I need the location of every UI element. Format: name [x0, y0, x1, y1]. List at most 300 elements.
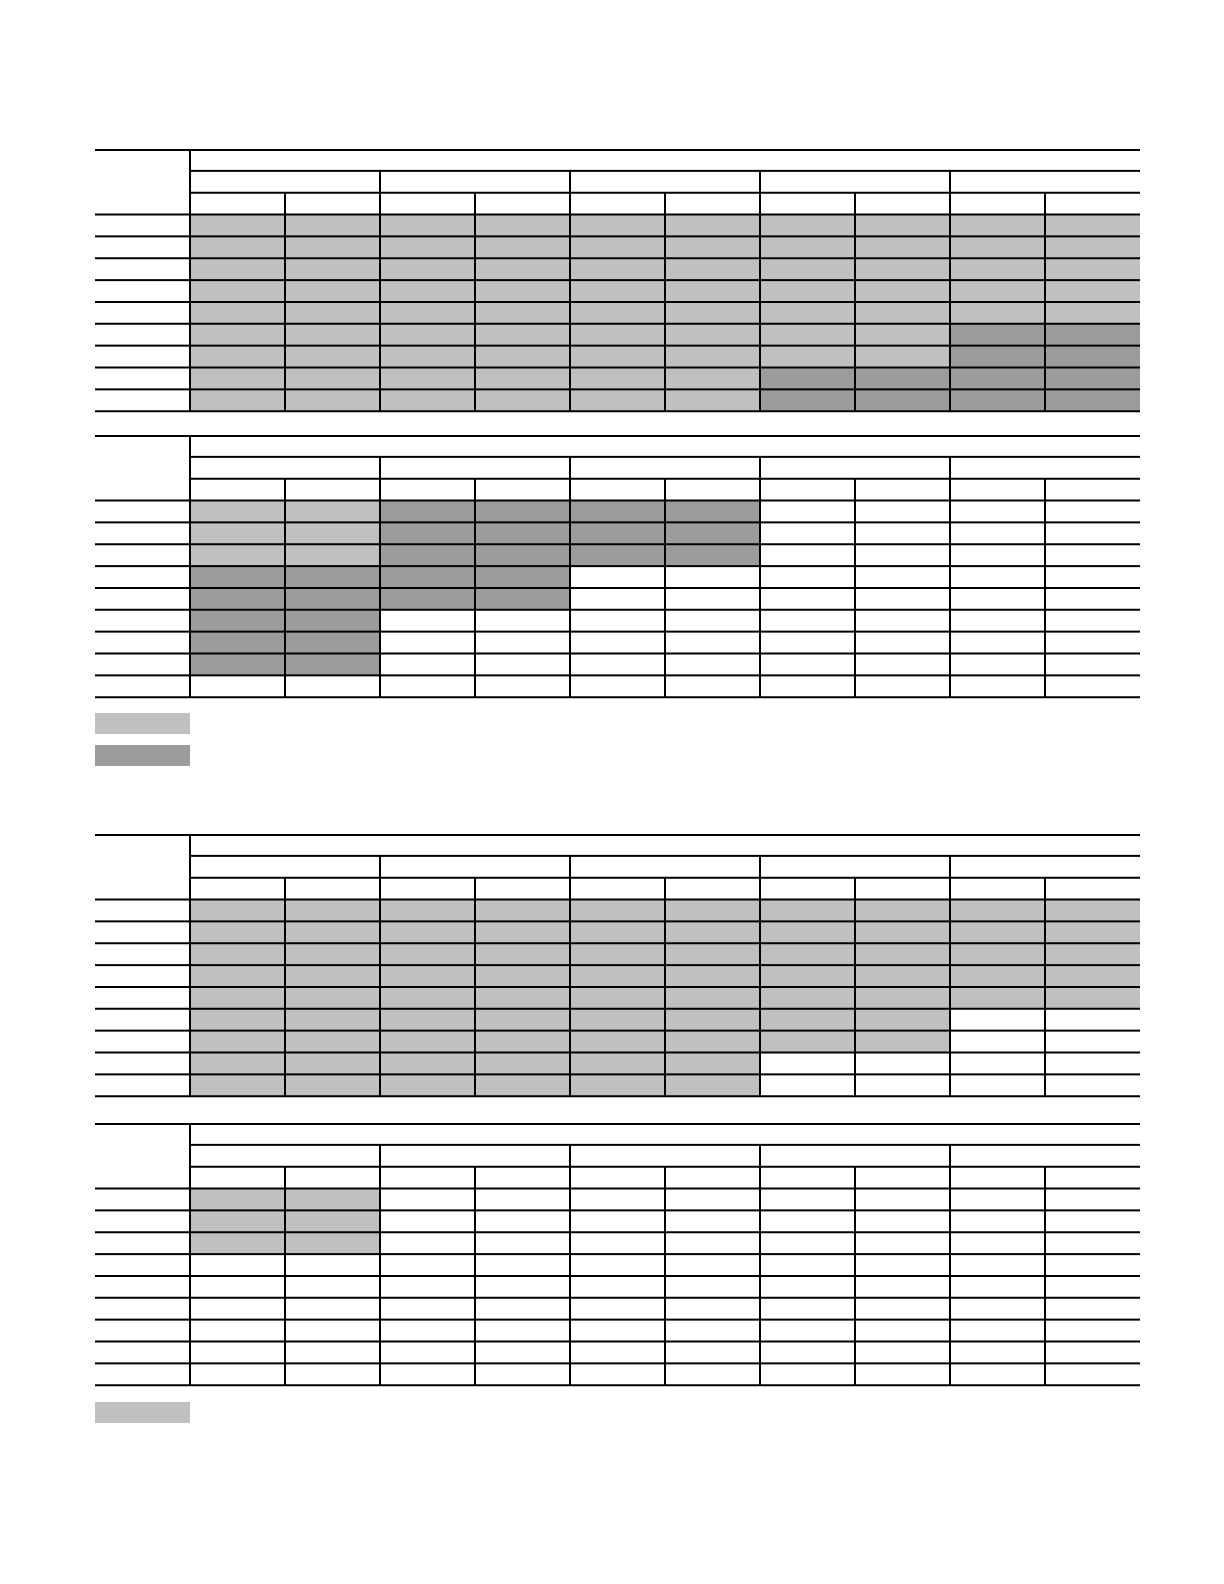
table-cell [380, 1342, 475, 1364]
table-cell [1045, 1189, 1140, 1211]
table-cell [855, 236, 950, 258]
table-cell [475, 302, 570, 324]
table-cell [665, 566, 760, 588]
table-cell [950, 943, 1045, 965]
table-cell [1045, 1276, 1140, 1298]
table-cell [380, 236, 475, 258]
table-cell [950, 280, 1045, 302]
table-cell [950, 1342, 1045, 1364]
table-cell [190, 900, 285, 922]
table-cell [855, 987, 950, 1009]
table-cell [570, 368, 665, 390]
table-cell [950, 236, 1045, 258]
table-cell [570, 588, 665, 610]
table-cell [380, 1254, 475, 1276]
table-cell [665, 943, 760, 965]
table-cell [760, 1298, 855, 1320]
table-cell [285, 258, 380, 280]
table-cell [190, 215, 285, 237]
table-cell [855, 1053, 950, 1075]
table-cell [285, 987, 380, 1009]
table-cell [855, 346, 950, 368]
table-cell [760, 1342, 855, 1364]
table-cell [855, 566, 950, 588]
table-cell [570, 1074, 665, 1096]
table-cell [285, 1298, 380, 1320]
table-cell [380, 346, 475, 368]
table-cell [1045, 215, 1140, 237]
table-cell [855, 544, 950, 566]
table-cell [760, 921, 855, 943]
table-cell [380, 943, 475, 965]
legend-dark-swatch [95, 745, 190, 766]
table-cell [570, 215, 665, 237]
table-cell [190, 280, 285, 302]
table-cell [285, 1189, 380, 1211]
table-cell [855, 501, 950, 523]
table-cell [190, 1254, 285, 1276]
table-cell [190, 1053, 285, 1075]
table-cell [760, 258, 855, 280]
table-cell [1045, 1342, 1140, 1364]
table-cell [855, 302, 950, 324]
table-cell [380, 544, 475, 566]
table-cell [190, 1189, 285, 1211]
table-cell [760, 1031, 855, 1053]
table-3-grid [95, 834, 1140, 1098]
table-2-grid [95, 435, 1140, 699]
table-cell [665, 965, 760, 987]
table-1-grid [95, 149, 1140, 413]
table-cell [570, 522, 665, 544]
table-cell [285, 1363, 380, 1385]
table-cell [380, 1210, 475, 1232]
table-cell [285, 389, 380, 411]
table-cell [380, 1189, 475, 1211]
table-cell [285, 632, 380, 654]
table-cell [855, 368, 950, 390]
table-cell [570, 1189, 665, 1211]
table-cell [1045, 1074, 1140, 1096]
table-cell [950, 1053, 1045, 1075]
table-cell [380, 280, 475, 302]
table-cell [950, 987, 1045, 1009]
table-cell [475, 1053, 570, 1075]
table-cell [665, 987, 760, 1009]
table-cell [1045, 346, 1140, 368]
table-cell [570, 632, 665, 654]
table-cell [665, 258, 760, 280]
table-cell [285, 1074, 380, 1096]
table-cell [665, 1031, 760, 1053]
table-cell [950, 389, 1045, 411]
table-cell [760, 324, 855, 346]
table-cell [855, 943, 950, 965]
table-cell [475, 654, 570, 676]
table-cell [285, 943, 380, 965]
table-cell [570, 943, 665, 965]
table-cell [665, 1342, 760, 1364]
table-cell [570, 324, 665, 346]
table-cell [380, 1276, 475, 1298]
table-cell [950, 368, 1045, 390]
table-cell [855, 654, 950, 676]
table-cell [190, 346, 285, 368]
table-cell [190, 1298, 285, 1320]
table-cell [190, 610, 285, 632]
table-cell [190, 522, 285, 544]
table-cell [950, 1074, 1045, 1096]
table-cell [475, 610, 570, 632]
table-cell [380, 610, 475, 632]
table-cell [760, 610, 855, 632]
table-cell [950, 501, 1045, 523]
table-cell [855, 1210, 950, 1232]
table-cell [190, 1320, 285, 1342]
table-cell [285, 1342, 380, 1364]
table-cell [475, 1254, 570, 1276]
table-cell [285, 522, 380, 544]
table-cell [760, 1232, 855, 1254]
table-cell [475, 1232, 570, 1254]
table-cell [475, 280, 570, 302]
table-cell [380, 654, 475, 676]
table-cell [380, 1009, 475, 1031]
table-cell [1045, 965, 1140, 987]
table-cell [855, 632, 950, 654]
table-cell [475, 1363, 570, 1385]
table-cell [475, 522, 570, 544]
table-cell [380, 965, 475, 987]
table-cell [285, 280, 380, 302]
table-cell [1045, 675, 1140, 697]
table-cell [1045, 921, 1140, 943]
table-cell [190, 236, 285, 258]
table-cell [855, 1276, 950, 1298]
table-cell [380, 987, 475, 1009]
table-cell [285, 610, 380, 632]
table-cell [190, 943, 285, 965]
table-cell [950, 1232, 1045, 1254]
table-cell [380, 1053, 475, 1075]
table-cell [1045, 943, 1140, 965]
table-cell [665, 1320, 760, 1342]
table-cell [665, 215, 760, 237]
table-cell [475, 501, 570, 523]
table-cell [380, 675, 475, 697]
table-cell [1045, 654, 1140, 676]
table-cell [760, 1276, 855, 1298]
table-cell [475, 921, 570, 943]
table-cell [950, 965, 1045, 987]
table-cell [190, 566, 285, 588]
table-cell [855, 675, 950, 697]
table-cell [950, 921, 1045, 943]
table-cell [1045, 1320, 1140, 1342]
table-cell [380, 215, 475, 237]
table-cell [665, 1009, 760, 1031]
table-cell [760, 501, 855, 523]
table-cell [665, 1254, 760, 1276]
table-cell [570, 987, 665, 1009]
table-cell [665, 900, 760, 922]
table-cell [760, 1254, 855, 1276]
table-cell [475, 324, 570, 346]
table-cell [950, 588, 1045, 610]
table-cell [950, 1189, 1045, 1211]
table-cell [475, 389, 570, 411]
table-cell [570, 1053, 665, 1075]
table-cell [570, 1298, 665, 1320]
table-cell [380, 900, 475, 922]
table-cell [1045, 389, 1140, 411]
table-cell [665, 302, 760, 324]
table-cell [1045, 588, 1140, 610]
table-cell [665, 1232, 760, 1254]
table-cell [665, 236, 760, 258]
table-cell [950, 675, 1045, 697]
table-cell [475, 368, 570, 390]
table-cell [475, 943, 570, 965]
table-cell [1045, 522, 1140, 544]
table-cell [380, 1074, 475, 1096]
table-cell [665, 1363, 760, 1385]
table-cell [665, 1276, 760, 1298]
table-cell [190, 654, 285, 676]
table-cell [570, 258, 665, 280]
table-cell [380, 501, 475, 523]
table-cell [190, 1009, 285, 1031]
table-cell [950, 324, 1045, 346]
table-cell [855, 610, 950, 632]
table-cell [760, 280, 855, 302]
table-cell [570, 1031, 665, 1053]
table-cell [855, 965, 950, 987]
table-cell [285, 544, 380, 566]
table-cell [950, 900, 1045, 922]
table-cell [855, 324, 950, 346]
table-cell [380, 1232, 475, 1254]
table-cell [1045, 1009, 1140, 1031]
table-cell [380, 324, 475, 346]
table-cell [855, 1298, 950, 1320]
legend-light-swatch [95, 713, 190, 734]
table-cell [760, 389, 855, 411]
table-cell [380, 1363, 475, 1385]
table-cell [285, 900, 380, 922]
table-cell [570, 1363, 665, 1385]
table-cell [950, 1210, 1045, 1232]
table-cell [760, 215, 855, 237]
table-cell [380, 1298, 475, 1320]
table-cell [760, 236, 855, 258]
table-cell [475, 258, 570, 280]
table-cell [760, 346, 855, 368]
table-cell [285, 921, 380, 943]
table-cell [760, 632, 855, 654]
table-cell [285, 1232, 380, 1254]
table-cell [285, 1254, 380, 1276]
table-cell [190, 389, 285, 411]
table-cell [570, 389, 665, 411]
table-cell [190, 1074, 285, 1096]
table-cell [665, 368, 760, 390]
table-cell [570, 965, 665, 987]
table-cell [475, 346, 570, 368]
table-cell [190, 632, 285, 654]
table-cell [285, 1009, 380, 1031]
table-cell [665, 324, 760, 346]
table-cell [285, 501, 380, 523]
table-cell [190, 258, 285, 280]
table-cell [190, 675, 285, 697]
table-cell [665, 501, 760, 523]
table-cell [665, 588, 760, 610]
table-cell [190, 1031, 285, 1053]
table-cell [665, 675, 760, 697]
table-cell [1045, 632, 1140, 654]
table-cell [190, 368, 285, 390]
table-cell [380, 302, 475, 324]
table-cell [950, 610, 1045, 632]
table-cell [285, 675, 380, 697]
table-cell [760, 675, 855, 697]
table-cell [570, 900, 665, 922]
table-cell [190, 1363, 285, 1385]
table-cell [475, 1320, 570, 1342]
table-cell [190, 1232, 285, 1254]
table-cell [855, 1074, 950, 1096]
table-cell [760, 522, 855, 544]
table-cell [570, 921, 665, 943]
table-cell [285, 302, 380, 324]
table-cell [855, 1254, 950, 1276]
table-cell [1045, 987, 1140, 1009]
table-cell [665, 544, 760, 566]
table-cell [285, 1320, 380, 1342]
table-cell [1045, 1232, 1140, 1254]
table-cell [1045, 566, 1140, 588]
table-cell [190, 324, 285, 346]
table-cell [570, 654, 665, 676]
table-cell [665, 1074, 760, 1096]
table-cell [380, 389, 475, 411]
table-cell [190, 987, 285, 1009]
table-cell [950, 1254, 1045, 1276]
table-cell [190, 921, 285, 943]
table-cell [760, 1053, 855, 1075]
table-cell [760, 1320, 855, 1342]
table-cell [380, 258, 475, 280]
table-cell [950, 1031, 1045, 1053]
table-cell [380, 588, 475, 610]
table-cell [190, 302, 285, 324]
table-cell [760, 1074, 855, 1096]
table-cell [475, 236, 570, 258]
table-cell [1045, 1031, 1140, 1053]
legend-light-swatch-2 [95, 1402, 190, 1423]
table-cell [760, 1009, 855, 1031]
table-cell [475, 987, 570, 1009]
table-cell [570, 544, 665, 566]
table-cell [855, 588, 950, 610]
table-cell [950, 566, 1045, 588]
table-cell [570, 280, 665, 302]
table-cell [1045, 368, 1140, 390]
table-cell [665, 280, 760, 302]
table-cell [855, 900, 950, 922]
table-cell [380, 921, 475, 943]
table-cell [475, 1298, 570, 1320]
table-cell [380, 368, 475, 390]
table-cell [570, 1320, 665, 1342]
table-cell [285, 965, 380, 987]
table-cell [950, 522, 1045, 544]
table-cell [665, 632, 760, 654]
table-cell [1045, 610, 1140, 632]
table-cell [570, 566, 665, 588]
table-cell [1045, 1053, 1140, 1075]
table-cell [950, 346, 1045, 368]
table-cell [950, 1298, 1045, 1320]
table-cell [760, 900, 855, 922]
table-cell [285, 1276, 380, 1298]
table-cell [760, 1189, 855, 1211]
shaded-table-2 [95, 435, 1140, 699]
table-cell [475, 566, 570, 588]
table-cell [1045, 1210, 1140, 1232]
table-cell [380, 522, 475, 544]
table-cell [760, 566, 855, 588]
table-cell [1045, 1363, 1140, 1385]
table-cell [475, 1009, 570, 1031]
table-cell [855, 215, 950, 237]
table-cell [855, 280, 950, 302]
table-cell [950, 654, 1045, 676]
table-cell [1045, 280, 1140, 302]
table-cell [760, 1363, 855, 1385]
table-cell [475, 588, 570, 610]
table-cell [570, 1254, 665, 1276]
table-cell [285, 324, 380, 346]
table-cell [950, 1009, 1045, 1031]
table-cell [1045, 236, 1140, 258]
table-cell [665, 1189, 760, 1211]
table-cell [475, 1276, 570, 1298]
table-cell [475, 1031, 570, 1053]
table-cell [285, 1053, 380, 1075]
table-cell [570, 1276, 665, 1298]
table-cell [665, 1210, 760, 1232]
table-cell [285, 368, 380, 390]
table-cell [475, 1074, 570, 1096]
table-cell [855, 258, 950, 280]
table-cell [760, 965, 855, 987]
table-cell [760, 943, 855, 965]
table-cell [855, 1232, 950, 1254]
table-cell [665, 921, 760, 943]
table-cell [285, 566, 380, 588]
table-cell [760, 302, 855, 324]
table-cell [285, 1031, 380, 1053]
table-cell [950, 1363, 1045, 1385]
table-cell [475, 544, 570, 566]
table-cell [855, 1009, 950, 1031]
table-cell [855, 1320, 950, 1342]
table-cell [475, 215, 570, 237]
table-cell [285, 588, 380, 610]
table-cell [950, 1276, 1045, 1298]
